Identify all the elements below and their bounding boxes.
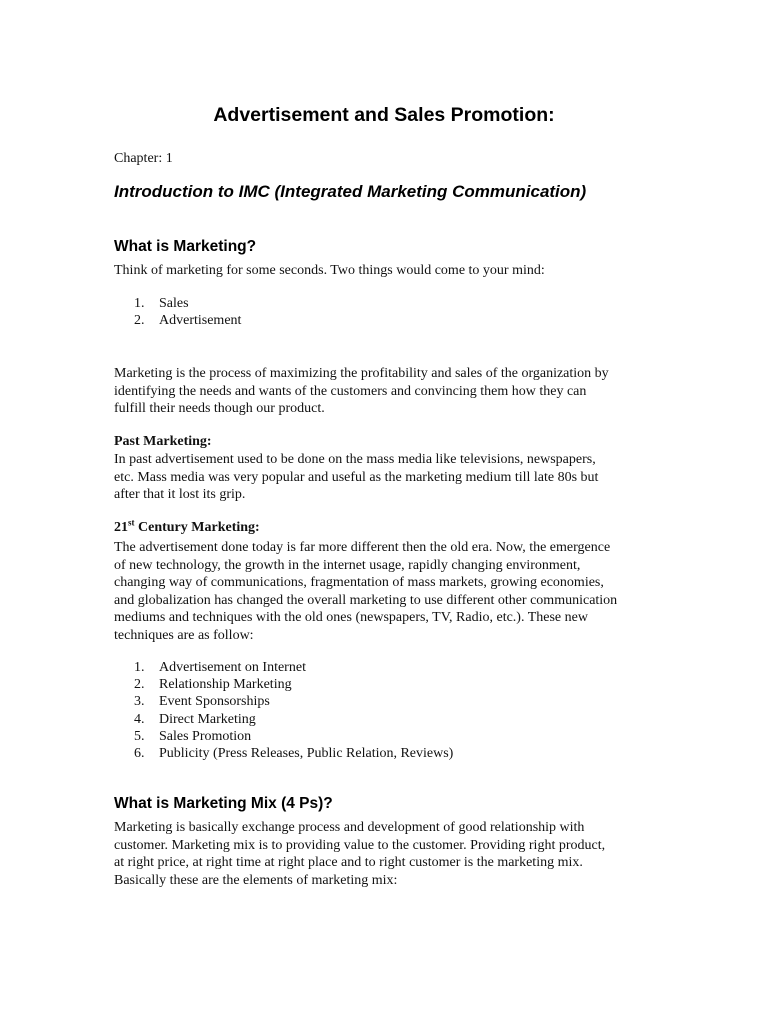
paragraph-line: customer. Marketing mix is to providing value to the customer. Providing right product, <box>114 837 606 853</box>
document-title: Advertisement and Sales Promotion: <box>213 104 555 126</box>
paragraph-line: The advertisement done today is far more different then the old era. Now, the emergence <box>114 540 611 555</box>
paragraph-line: mediums and techniques with the old ones (newspapers, TV, Radio, etc.). These new <box>114 610 588 625</box>
heading-marketing-mix: What is Marketing Mix (4 Ps)? <box>114 795 333 812</box>
paragraph-line: of new technology, the growth in the internet usage, rapidly changing environment, <box>114 557 581 573</box>
paragraph-line: after that it lost its grip. <box>114 487 246 502</box>
past-marketing-paragraph <box>114 451 598 504</box>
paragraph-line: In past advertisement used to be done on the mass media like televisions, newspapers, <box>114 452 596 467</box>
paragraph-line: identifying the needs and wants of the customers and convincing them how they can <box>114 383 587 399</box>
list-item: 3. Event Sponsorships <box>134 694 270 710</box>
chapter-subtitle: Introduction to IMC (Integrated Marketing Communication) <box>114 182 587 201</box>
heading-what-is-marketing: What is Marketing? <box>114 238 257 255</box>
heading-21st-century-marketing: 21st Century Marketing: <box>114 517 260 535</box>
list-item: 1. Sales <box>134 296 189 311</box>
paragraph-line: changing way of communications, fragmentation of mass markets, growing economies, <box>114 575 604 590</box>
paragraph-line: fulfill their needs though our product. <box>114 401 325 416</box>
list-item: 4. Direct Marketing <box>134 711 256 727</box>
paragraph-line: etc. Mass media was very popular and useful as the marketing medium till late 80s but <box>114 469 599 485</box>
marketing-definition-paragraph <box>114 365 609 418</box>
list-item: 1. Advertisement on Internet <box>134 660 306 675</box>
list-item: 6. Publicity (Press Releases, Public Relation, Reviews) <box>134 746 454 762</box>
list-item: 2. Advertisement <box>134 313 242 329</box>
paragraph-line: at right price, at right time at right place and to right customer is the marketing mix. <box>114 855 583 870</box>
chapter-label: Chapter: 1 <box>114 151 173 166</box>
list-item: 2. Relationship Marketing <box>134 677 292 693</box>
century-marketing-paragraph <box>114 539 617 644</box>
new-techniques-list <box>114 659 453 762</box>
mind-things-list <box>114 295 241 329</box>
paragraph-line: Marketing is the process of maximizing the profitability and sales of the organization by <box>114 366 609 381</box>
paragraph-line: Basically these are the elements of marketing mix: <box>114 872 398 888</box>
marketing-intro-text: Think of marketing for some seconds. Two things would come to your mind: <box>114 263 545 278</box>
paragraph-line: and globalization has changed the overall marketing to use different other communication <box>114 592 618 608</box>
marketing-mix-paragraph <box>114 819 605 889</box>
paragraph-line: techniques are as follow: <box>114 627 254 643</box>
list-item: 5. Sales Promotion <box>134 728 252 744</box>
paragraph-line: Marketing is basically exchange process and development of good relationship with <box>114 820 585 835</box>
heading-past-marketing: Past Marketing: <box>114 434 212 449</box>
